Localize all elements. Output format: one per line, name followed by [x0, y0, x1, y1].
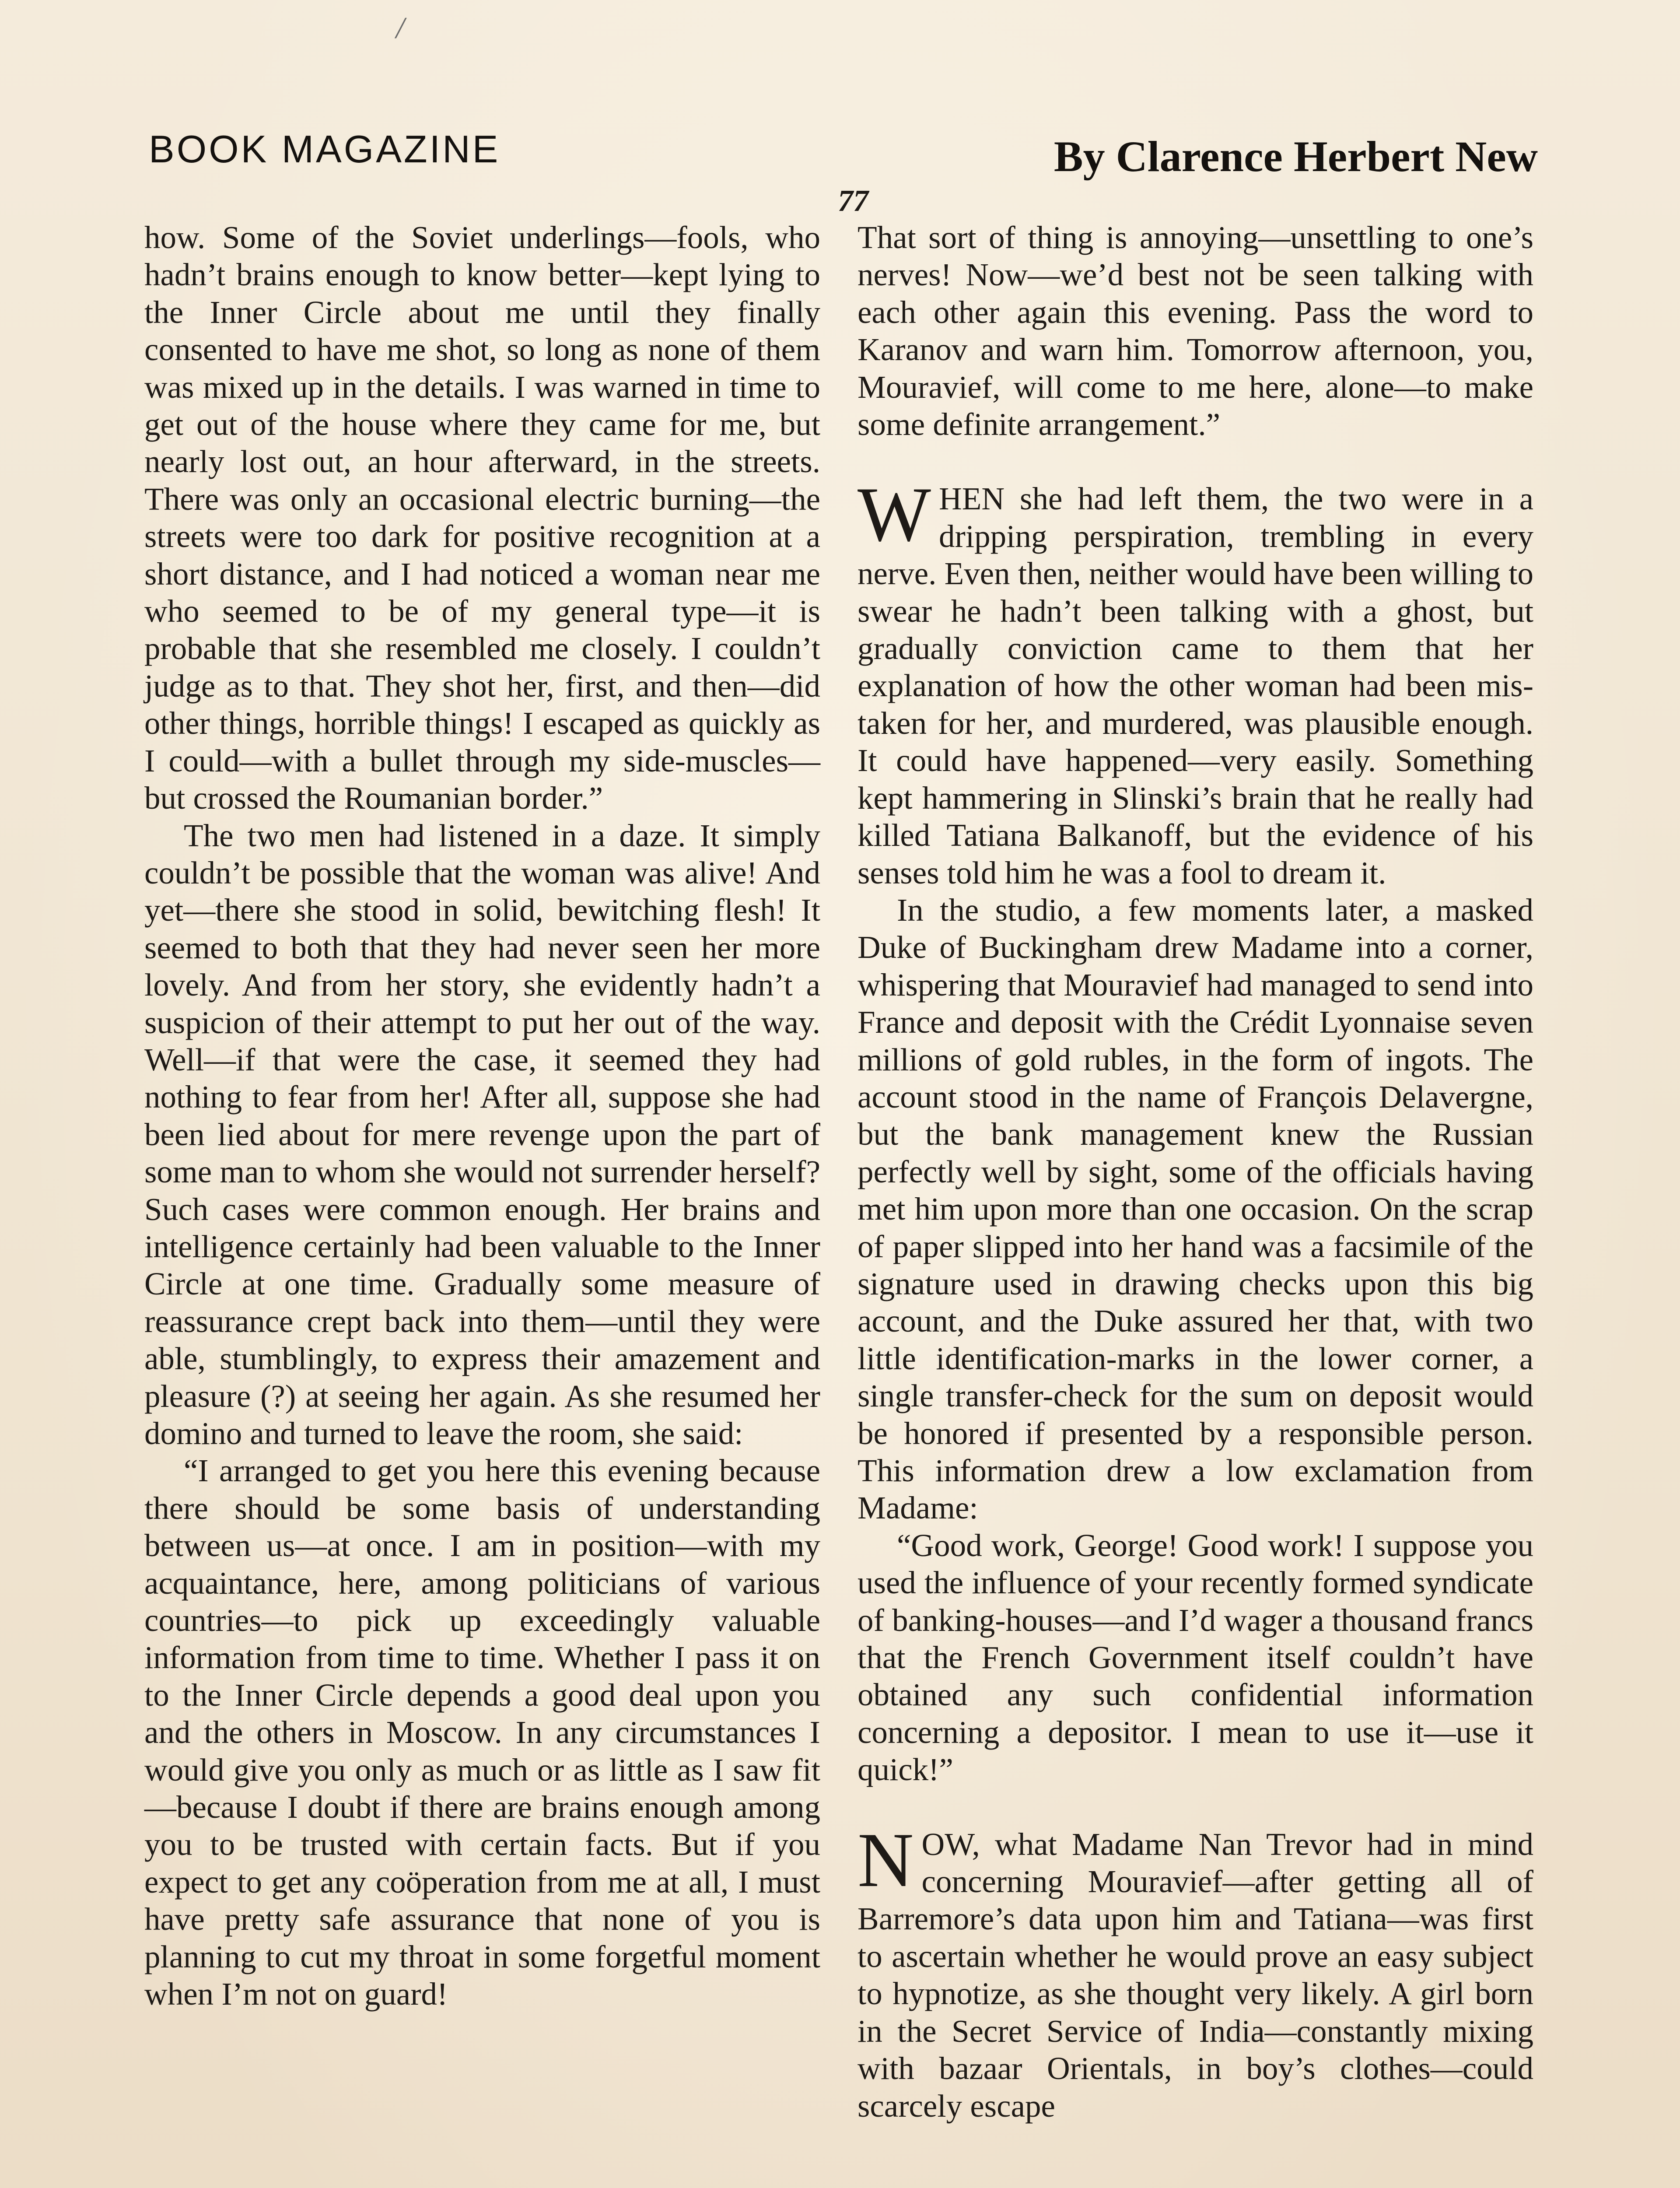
paragraph: That sort of thing is annoying—unsettling to one’s nerves! Now—we’d best not be seen talking with each other again this evening. Pass the word to Karanov and warn him. Tomorrow afternoon, you, Mouravief, will come to me here, alone—to make some definite arrangement.”	[858, 220, 1533, 442]
paragraph: how. Some of the Soviet underlings—fools, who hadn’t brains enough to know better—kept lying to the Inner Circle about me until they finally consented to have me shot, so long as none of them was mixed up in the details. I was warned in time to get out of the house where they came for me, but nearly lost out, an hour afterward, in the streets. There was only an occasional electric burning—the streets were too dark for positive recognition at a short distance, and I had noticed a woman near me who seemed to be of my general type—it is probable that she resembled me closely. I couldn’t judge as to that. They shot her, first, and then—did other things, horrible things! I escaped as quickly as I could—with a bullet through my side-muscles—but crossed the Roumanian border.”	[144, 220, 820, 816]
section-opening-paragraph	[858, 471, 1533, 891]
drop-cap: N	[858, 1816, 914, 1903]
paragraph-text: OW, what Madame Nan Trevor had in mind concerning Mouravief—after getting all of Barremore’s data upon him and Tatiana—was first to ascertain whether he would prove an easy subject to hypnotize, as she thought very likely. A girl born in the Secret Service of India—constantly mixing with bazaar Orientals, in boy’s clothes—could scarcely escape	[858, 1826, 1533, 2124]
running-head-magazine: BOOK MAGAZINE	[149, 127, 500, 171]
left-column	[144, 219, 820, 2013]
section-opening-paragraph	[858, 1816, 1533, 2125]
paragraph: In the studio, a few moments later, a masked Duke of Buckingham drew Madame into a corner, whispering that Mouravief had managed to send into France and deposit with the Crédit Lyonnaise seven millions of gold rubles, in the form of ingots. The account stood in the name of François Delavergne, but the bank management knew the Russian perfectly well by sight, some of the officials having met him upon more than one occasion. On the scrap of paper slipped into her hand was a facsimile of the signature used in drawing checks upon this big account, and the Duke assured her that, with two little identification-marks in the lower corner, a single transfer-check for the sum on deposit would be honored if presented by a responsible person. This information drew a low exclamation from Madame:	[858, 892, 1533, 1526]
paragraph-text: HEN she had left them, the two were in a dripping perspiration, trembling in every nerve. Even then, neither would have been willing to swear he hadn’t been talking with a ghost, but gradually conviction came to them that her explanation of how the other woman had been mistaken for her, and murdered, was plausible enough. It could have happened—very easily. Something kept hammering in Slinski’s brain that he really had killed Tatiana Balkanoff, but the evidence of his senses told him he was a fool to dream it.	[858, 481, 1533, 891]
paragraph: The two men had listened in a daze. It simply couldn’t be possible that the woman was alive! And yet—there she stood in solid, bewitching flesh! It seemed to both that they had never seen her more lovely. And from her story, she evidently hadn’t a suspicion of their attempt to put her out of the way. Well—if that were the case, it seemed they had nothing to fear from her! After all, suppose she had been lied about for mere revenge upon the part of some man to whom she would not surrender herself? Such cases were common enough. Her brains and intelligence certainly had been valuable to the Inner Circle at one time. Gradually some measure of reassurance crept back into them—until they were able, stumblingly, to express their amazement and pleasure (?) at seeing her again. As she resumed her domino and turned to leave the room, she said:	[144, 817, 820, 1451]
paragraph: “I arranged to get you here this evening because there should be some basis of understanding between us—at once. I am in position—with my acquaintance, here, among politicians of various countries—to pick up exceedingly valuable information from time to time. Whether I pass it on to the Inner Circle depends a good deal upon you and the others in Moscow. In any circumstances I would give you only as much or as little as I saw fit—because I doubt if there are brains enough among you to be trusted with certain facts. But if you expect to get any coöperation from me at all, I must have pretty safe assurance that none of you is planning to cut my throat in some forgetful moment when I’m not on guard!	[144, 1453, 820, 2012]
running-head-author: By Clarence Herbert New	[1054, 132, 1538, 181]
paragraph: “Good work, George! Good work! I suppose you used the influence of your recently formed syndicate of banking-houses—and I’d wager a thousand francs that the French Government itself couldn’t have obtained any such confidential information concerning a depositor. I mean to use it—use it quick!”	[858, 1527, 1533, 1788]
page-number: 77	[838, 184, 868, 218]
pen-mark: /	[396, 11, 405, 45]
right-column	[858, 219, 1533, 2125]
drop-cap: W	[858, 471, 931, 558]
